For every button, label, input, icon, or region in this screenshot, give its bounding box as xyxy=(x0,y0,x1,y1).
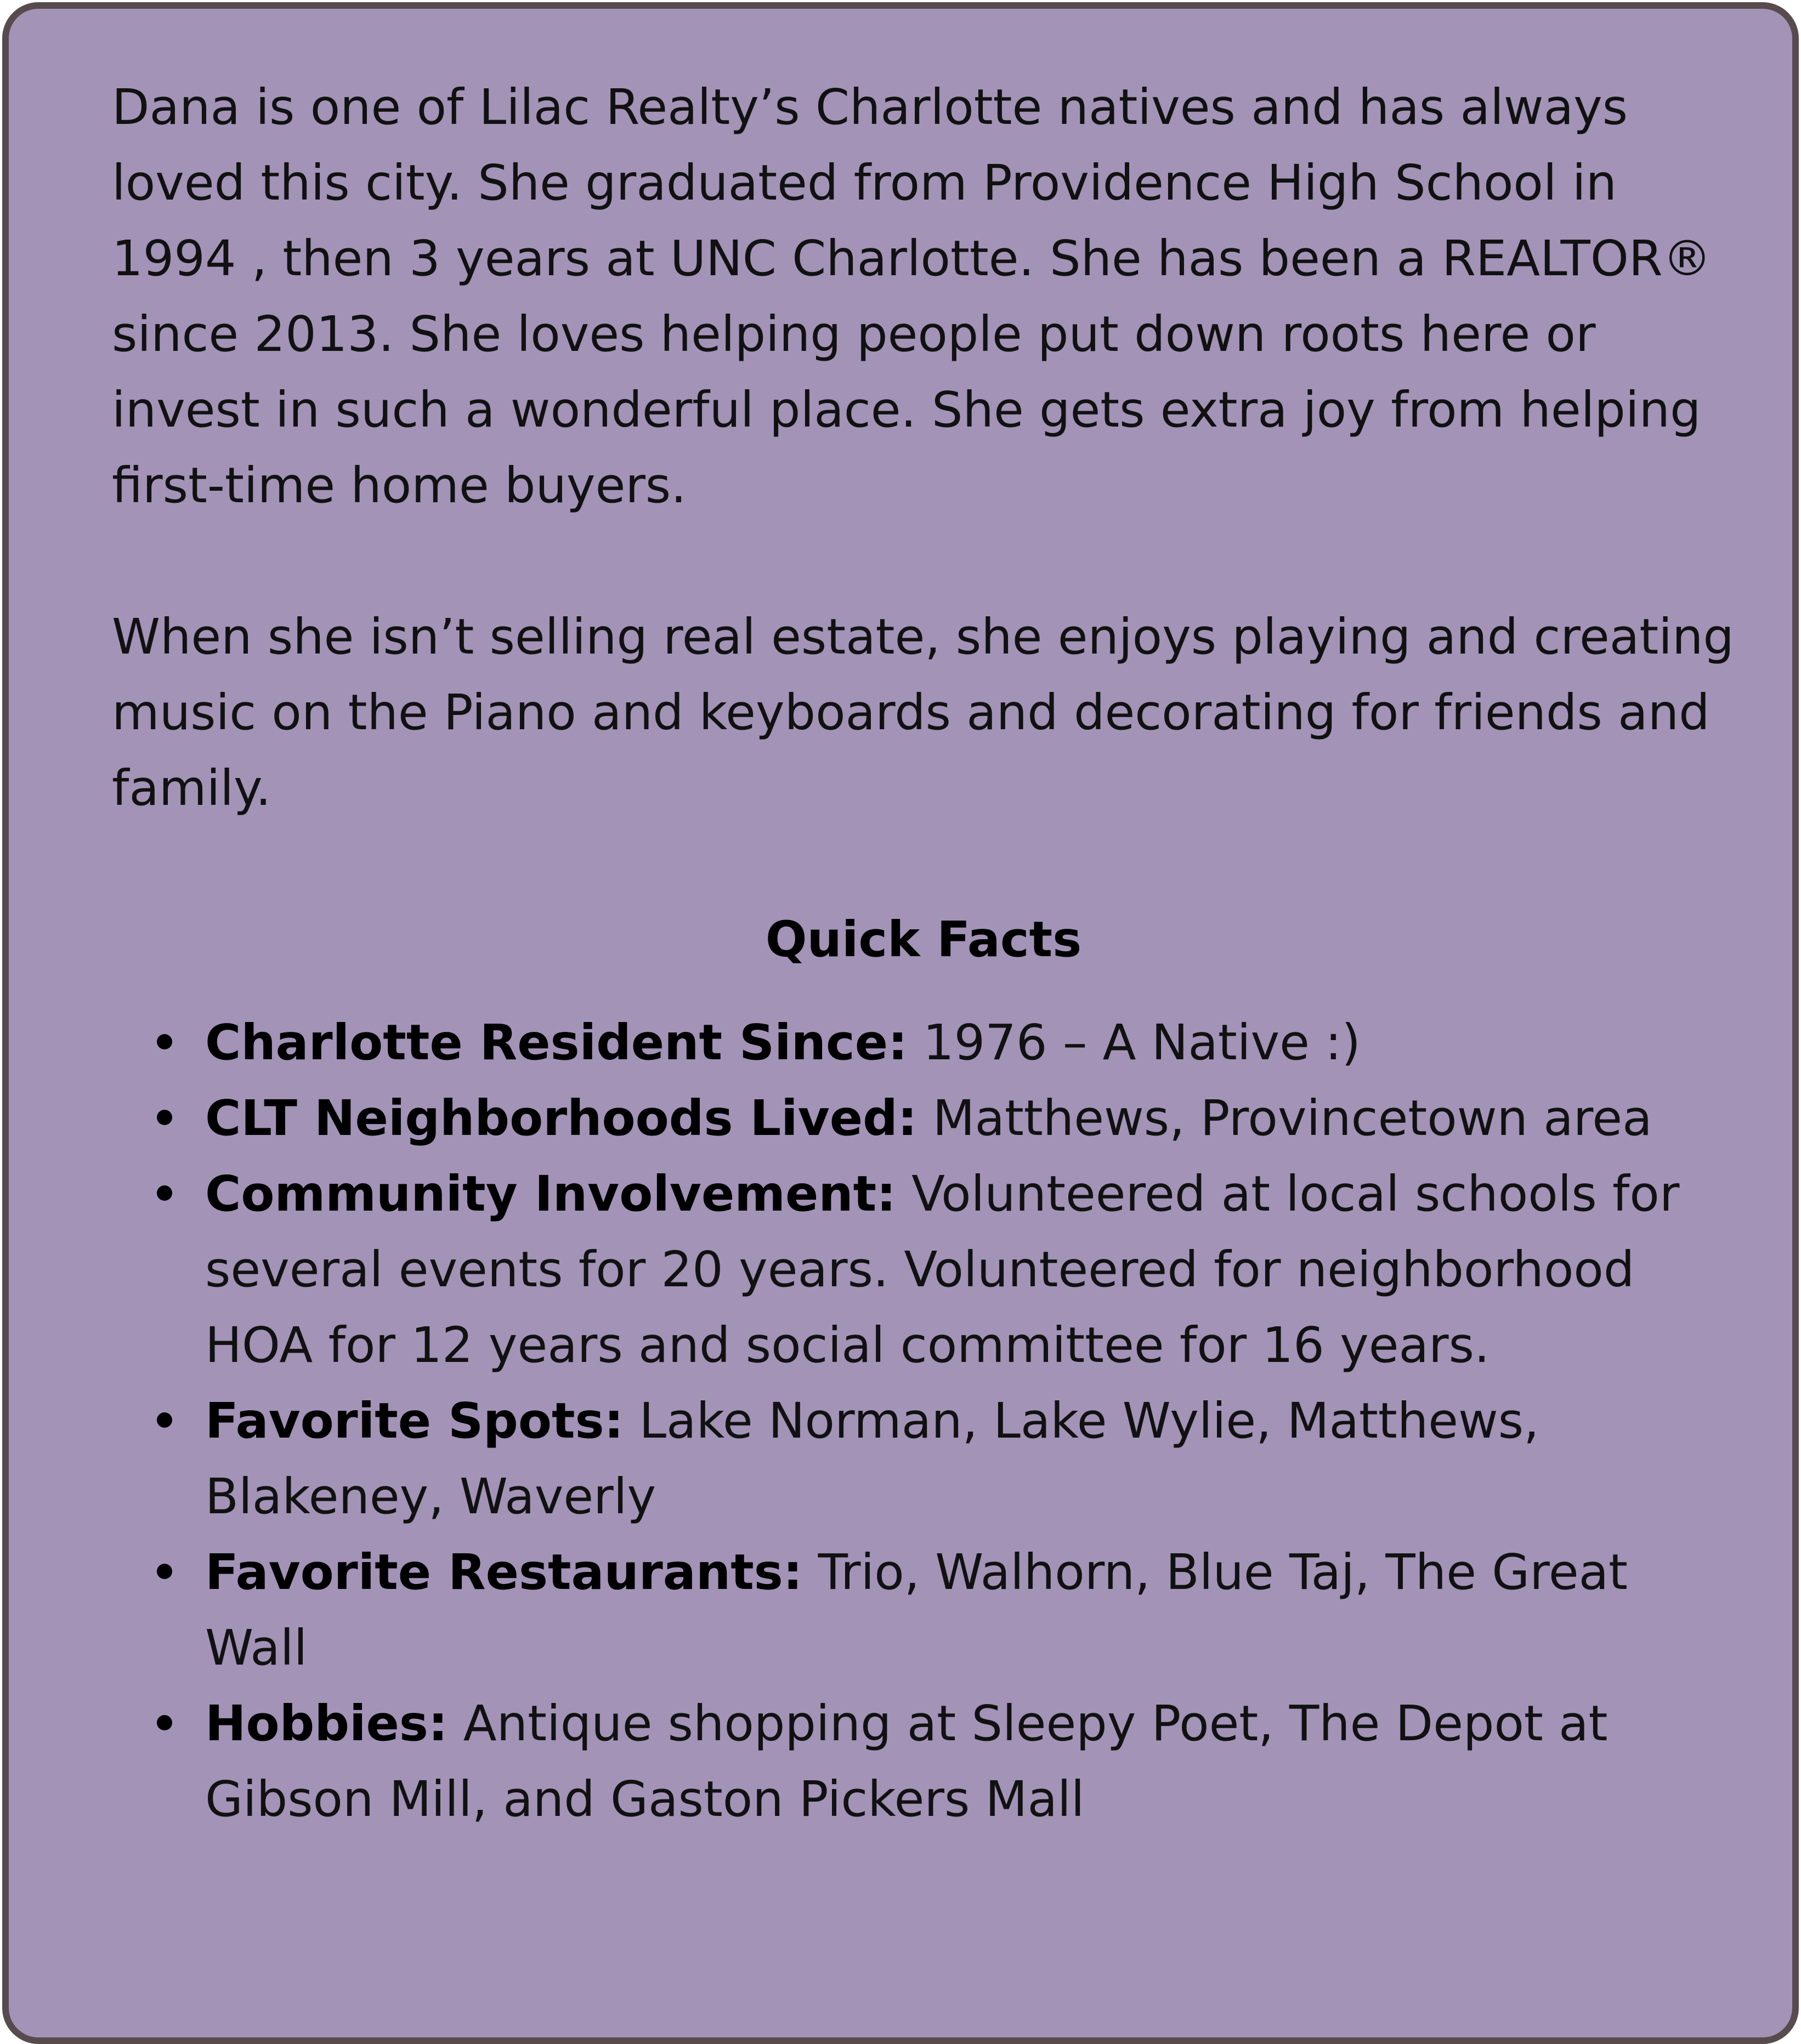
bullet-icon xyxy=(157,1564,172,1579)
fact-label: Favorite Spots: xyxy=(205,1392,624,1449)
bullet-icon xyxy=(157,1715,172,1730)
fact-value: Antique shopping at Sleepy Poet, The Depot at Gibson Mill, and Gaston Pickers Mall xyxy=(205,1695,1608,1827)
bullet-icon xyxy=(157,1110,172,1125)
bio-card xyxy=(2,2,1799,2044)
fact-value: Lake Norman, Lake Wylie, Matthews, Blakeney, Waverly xyxy=(205,1392,1539,1525)
fact-label: Favorite Restaurants: xyxy=(205,1543,803,1600)
fact-value: Volunteered at local schools for several events for 20 years. Volunteered for neighborhood HOA for 12 years and social committee for 16 years. xyxy=(205,1165,1680,1373)
bio-content xyxy=(112,69,1735,1837)
fact-value: Matthews, Provincetown area xyxy=(917,1089,1652,1146)
fact-label: Hobbies: xyxy=(205,1695,448,1752)
bio-paragraph-2: When she isn’t selling real estate, she enjoys playing and creating music on the Piano and keyboards and decorating for friends and family. xyxy=(112,608,1734,816)
bio-paragraph-1: Dana is one of Lilac Realty’s Charlotte natives and has always loved this city. She graduated from Providence High School in 1994 , then 3 years at UNC Charlotte. She has been a REALTOR® since 2013. She loves helping people put down roots here or invest in such a wonderful place. She gets extra joy from helping first-time home buyers. xyxy=(112,78,1712,514)
fact-value: 1976 – A Native :) xyxy=(907,1014,1361,1071)
fact-label: Community Involvement: xyxy=(205,1165,896,1222)
fact-favorite-restaurants xyxy=(205,1534,1735,1685)
bullet-icon xyxy=(157,1034,172,1049)
bullet-icon xyxy=(157,1412,172,1428)
fact-label: Charlotte Resident Since: xyxy=(205,1014,908,1071)
fact-label: CLT Neighborhoods Lived: xyxy=(205,1089,918,1146)
fact-hobbies xyxy=(205,1685,1735,1837)
bullet-icon xyxy=(157,1185,172,1201)
fact-resident-since xyxy=(205,1004,1735,1080)
fact-favorite-spots xyxy=(205,1383,1735,1534)
fact-neighborhoods-lived xyxy=(205,1080,1735,1156)
quick-facts-list xyxy=(112,1004,1735,1837)
fact-community-involvement xyxy=(205,1156,1735,1383)
quick-facts-heading: Quick Facts xyxy=(765,911,1082,968)
fact-value: Trio, Walhorn, Blue Taj, The Great Wall xyxy=(205,1543,1628,1676)
